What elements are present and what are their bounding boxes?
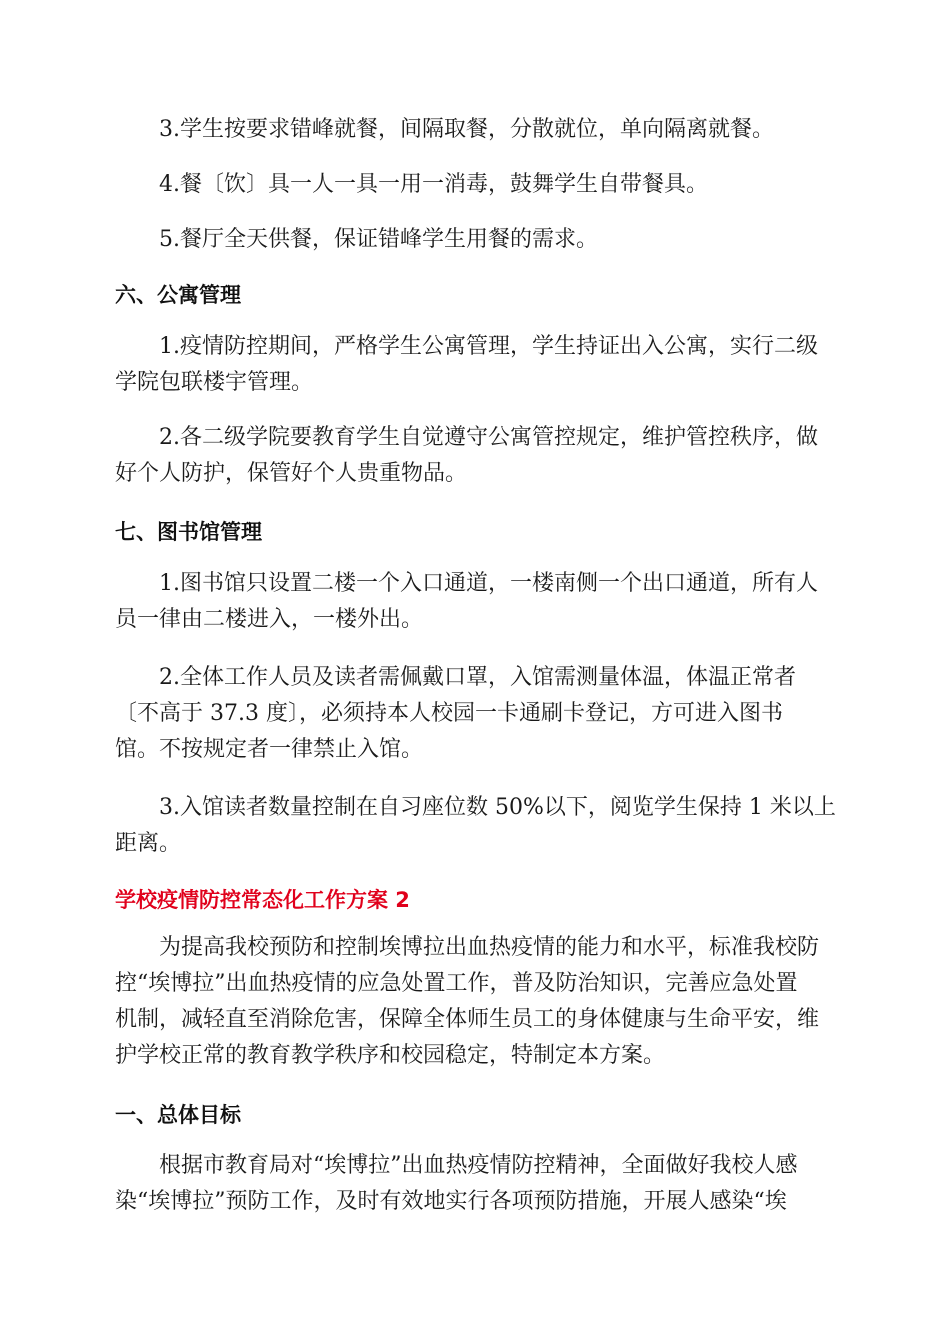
text-line: 控“埃博拉”出血热疫情的应急处置工作，普及防治知识，完善应急处置 xyxy=(115,971,798,996)
section-6-para-2 xyxy=(115,420,835,492)
text-line: 〔不高于 37.3 度〕，必须持本人校园一卡通刷卡登记，方可进入图书 xyxy=(115,701,783,726)
section-7-heading: 七、图书馆管理 xyxy=(115,520,262,544)
section-1-heading: 一、总体目标 xyxy=(115,1103,241,1127)
text-line: 员一律由二楼进入，一楼外出。 xyxy=(115,607,424,632)
text-line: 2.各二级学院要教育学生自觉遵守公寓管控规定，维护管控秩序，做 xyxy=(159,425,818,450)
text-line: 根据市教育局对“埃博拉”出血热疫情防控精神，全面做好我校人感 xyxy=(159,1153,798,1178)
text-line: 好个人防护，保管好个人贵重物品。 xyxy=(115,461,468,486)
text-line: 染“埃博拉”预防工作，及时有效地实行各项预防措施，开展人感染“埃 xyxy=(115,1189,787,1214)
section-1-para-1 xyxy=(115,1148,835,1220)
text-line: 2.全体工作人员及读者需佩戴口罩，入馆需测量体温，体温正常者 xyxy=(159,665,796,690)
item-5: 5.餐厅全天供餐，保证错峰学生用餐的需求。 xyxy=(159,227,598,252)
section-7-para-2 xyxy=(115,660,835,768)
section-6-para-1 xyxy=(115,329,835,401)
item-4: 4.餐〔饮〕具一人一具一用一消毒，鼓舞学生自带餐具。 xyxy=(159,172,708,197)
text-line: 1.图书馆只设置二楼一个入口通道，一楼南侧一个出口通道，所有人 xyxy=(159,571,818,596)
text-line: 馆。不按规定者一律禁止入馆。 xyxy=(115,737,424,762)
section-6-heading: 六、公寓管理 xyxy=(115,283,241,307)
text-line: 距离。 xyxy=(115,831,182,856)
text-line: 学院包联楼宇管理。 xyxy=(115,370,314,395)
item-3: 3.学生按要求错峰就餐，间隔取餐，分散就位，单向隔离就餐。 xyxy=(159,117,774,142)
section-7-para-3 xyxy=(115,790,835,862)
text-line: 护学校正常的教育教学秩序和校园稳定，特制定本方案。 xyxy=(115,1043,666,1068)
text-line: 机制，减轻直至消除危害，保障全体师生员工的身体健康与生命平安，维 xyxy=(115,1007,820,1032)
text-line: 1.疫情防控期间，严格学生公寓管理，学生持证出入公寓，实行二级 xyxy=(159,334,818,359)
section-7-para-1 xyxy=(115,566,835,638)
text-line: 为提高我校预防和控制埃博拉出血热疫情的能力和水平，标准我校防 xyxy=(159,935,820,960)
document-2-title: 学校疫情防控常态化工作方案 2 xyxy=(115,888,410,912)
text-line: 3.入馆读者数量控制在自习座位数 50%以下，阅览学生保持 1 米以上 xyxy=(159,795,836,820)
document-2-intro xyxy=(115,930,835,1074)
